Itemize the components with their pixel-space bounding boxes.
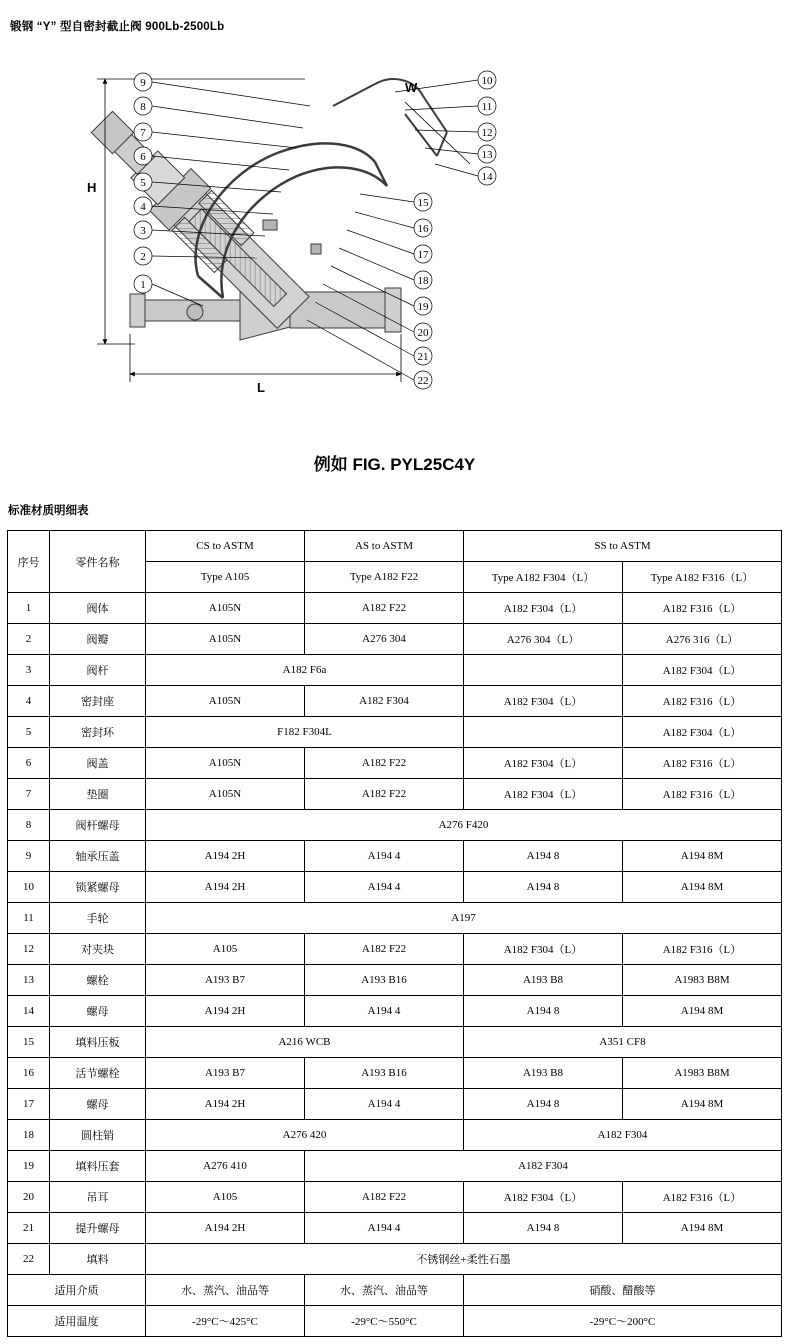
cell-material: A182 F316（L） — [623, 934, 782, 965]
cell-footer-value: -29°C～200°C — [464, 1306, 782, 1337]
cell-no: 8 — [8, 810, 50, 841]
cell-part-name: 阀体 — [50, 593, 146, 624]
cell-no: 6 — [8, 748, 50, 779]
col-header-group-cs: CS to ASTM — [146, 531, 305, 562]
cell-material: A193 B7 — [146, 1058, 305, 1089]
cell-material: A193 B8 — [464, 965, 623, 996]
cell-part-name: 密封座 — [50, 686, 146, 717]
cell-material: A193 B8 — [464, 1058, 623, 1089]
table-row — [8, 748, 782, 779]
table-row — [8, 1089, 782, 1120]
table-row — [8, 872, 782, 903]
cell-part-name: 螺母 — [50, 996, 146, 1027]
svg-text:2: 2 — [139, 251, 146, 263]
cell-material: A182 F304（L） — [464, 593, 623, 624]
cell-material: A194 8 — [464, 872, 623, 903]
cell-no: 13 — [8, 965, 50, 996]
cell-part-name: 螺栓 — [50, 965, 146, 996]
table-body — [8, 593, 782, 1337]
cell-material: A182 F304（L） — [623, 655, 782, 686]
svg-text:19: 19 — [417, 301, 428, 313]
cell-part-name: 活节螺栓 — [50, 1058, 146, 1089]
cell-part-name: 填料压套 — [50, 1151, 146, 1182]
cell-part-name: 密封环 — [50, 717, 146, 748]
cell-material: A105N — [146, 624, 305, 655]
cell-material: A276 304 — [305, 624, 464, 655]
svg-text:9: 9 — [139, 77, 146, 89]
valve-figure — [0, 44, 789, 484]
col-header-type-f22: Type A182 F22 — [305, 562, 464, 593]
cell-material: A182 F304（L） — [464, 779, 623, 810]
cell-material: A216 WCB — [146, 1027, 464, 1058]
cell-no: 11 — [8, 903, 50, 934]
cell-part-name: 阀瓣 — [50, 624, 146, 655]
table-row — [8, 1151, 782, 1182]
cell-material: A105N — [146, 748, 305, 779]
cell-material: A182 F304 — [464, 1120, 782, 1151]
cell-part-name: 吊耳 — [50, 1182, 146, 1213]
table-footer-row — [8, 1306, 782, 1337]
table-row — [8, 1058, 782, 1089]
cell-part-name: 锁紧螺母 — [50, 872, 146, 903]
col-header-type-f304: Type A182 F304（L） — [464, 562, 623, 593]
table-row — [8, 779, 782, 810]
cell-material: A182 F304 — [305, 686, 464, 717]
cell-material: A182 F304（L） — [464, 934, 623, 965]
cell-material: A182 F304（L） — [464, 1182, 623, 1213]
section-title-material-table: 标准材质明细表 — [8, 505, 89, 517]
svg-text:6: 6 — [139, 151, 146, 163]
cell-material: A194 4 — [305, 1213, 464, 1244]
cell-no: 9 — [8, 841, 50, 872]
cell-material: A182 F6a — [146, 655, 464, 686]
cell-material: A194 2H — [146, 996, 305, 1027]
figure-caption: 例如 FIG. PYL25C4Y — [313, 455, 476, 474]
cell-material: A182 F304 — [305, 1151, 782, 1182]
cell-material: A182 F304（L） — [464, 748, 623, 779]
cell-material: A182 F304（L） — [623, 717, 782, 748]
cell-material: A194 8M — [623, 1089, 782, 1120]
valve-drawing — [75, 44, 715, 464]
cell-material: A194 8M — [623, 1213, 782, 1244]
col-header-type-a105: Type A105 — [146, 562, 305, 593]
cell-no: 22 — [8, 1244, 50, 1275]
svg-text:8: 8 — [139, 101, 146, 113]
cell-material: A182 F316（L） — [623, 748, 782, 779]
cell-no: 1 — [8, 593, 50, 624]
dimension-label-l: L — [256, 380, 265, 395]
cell-no: 14 — [8, 996, 50, 1027]
svg-text:20: 20 — [417, 327, 428, 339]
table-row — [8, 1027, 782, 1058]
dimension-label-w: W — [404, 80, 417, 95]
cell-no: 16 — [8, 1058, 50, 1089]
svg-text:5: 5 — [139, 177, 146, 189]
table-row — [8, 996, 782, 1027]
cell-material: A194 4 — [305, 841, 464, 872]
cell-material: A276 316（L） — [623, 624, 782, 655]
cell-material: A194 8M — [623, 841, 782, 872]
cell-material: A194 2H — [146, 1089, 305, 1120]
cell-part-name: 轴承压盖 — [50, 841, 146, 872]
cell-material: A276 304（L） — [464, 624, 623, 655]
svg-text:17: 17 — [417, 249, 428, 261]
table-row — [8, 624, 782, 655]
cell-footer-value: 水、蒸汽、油品等 — [305, 1275, 464, 1306]
page-title: 锻钢 “Y” 型自密封截止阀 900Lb-2500Lb — [10, 21, 225, 33]
cell-material — [464, 717, 623, 748]
col-header-group-ss: SS to ASTM — [464, 531, 782, 562]
cell-material: A194 2H — [146, 872, 305, 903]
cell-material: A1983 B8M — [623, 965, 782, 996]
cell-material: A193 B16 — [305, 965, 464, 996]
cell-material: A182 F22 — [305, 748, 464, 779]
cell-material: A194 8 — [464, 996, 623, 1027]
svg-text:18: 18 — [417, 275, 428, 287]
cell-material: A105 — [146, 934, 305, 965]
cell-no: 19 — [8, 1151, 50, 1182]
cell-material: A351 CF8 — [464, 1027, 782, 1058]
cell-material: A182 F22 — [305, 934, 464, 965]
cell-no: 4 — [8, 686, 50, 717]
cell-material: A182 F316（L） — [623, 1182, 782, 1213]
cell-no: 10 — [8, 872, 50, 903]
cell-part-name: 圆柱销 — [50, 1120, 146, 1151]
cell-no: 20 — [8, 1182, 50, 1213]
col-header-type-f316: Type A182 F316（L） — [623, 562, 782, 593]
table-row — [8, 965, 782, 996]
cell-no: 5 — [8, 717, 50, 748]
cell-material: A194 2H — [146, 1213, 305, 1244]
cell-material: F182 F304L — [146, 717, 464, 748]
cell-footer-label: 适用介质 — [8, 1275, 146, 1306]
table-row — [8, 903, 782, 934]
col-header-part: 零件名称 — [50, 531, 146, 593]
cell-material: A194 8M — [623, 996, 782, 1027]
table-row — [8, 1213, 782, 1244]
table-row — [8, 810, 782, 841]
cell-material: A182 F22 — [305, 593, 464, 624]
cell-material: A194 2H — [146, 841, 305, 872]
svg-text:22: 22 — [417, 375, 428, 387]
col-header-group-as: AS to ASTM — [305, 531, 464, 562]
cell-no: 18 — [8, 1120, 50, 1151]
cell-material: A182 F316（L） — [623, 779, 782, 810]
table-row — [8, 841, 782, 872]
cell-part-name: 阀杆螺母 — [50, 810, 146, 841]
cell-part-name: 螺母 — [50, 1089, 146, 1120]
cell-footer-value: 水、蒸汽、油品等 — [146, 1275, 305, 1306]
table-row — [8, 1120, 782, 1151]
cell-part-name: 阀杆 — [50, 655, 146, 686]
cell-footer-value: -29°C～550°C — [305, 1306, 464, 1337]
cell-part-name: 提升螺母 — [50, 1213, 146, 1244]
table-row — [8, 1244, 782, 1275]
cell-no: 12 — [8, 934, 50, 965]
cell-material: A194 4 — [305, 1089, 464, 1120]
cell-material: A182 F304（L） — [464, 686, 623, 717]
cell-no: 2 — [8, 624, 50, 655]
dimension-label-h: H — [86, 180, 96, 195]
svg-text:15: 15 — [417, 197, 428, 209]
cell-material: A194 8 — [464, 1089, 623, 1120]
cell-material: A105N — [146, 686, 305, 717]
svg-text:14: 14 — [481, 171, 492, 183]
table-row — [8, 717, 782, 748]
svg-text:1: 1 — [139, 279, 146, 291]
cell-material: A1983 B8M — [623, 1058, 782, 1089]
cell-material: A194 8 — [464, 1213, 623, 1244]
cell-part-name: 对夹块 — [50, 934, 146, 965]
cell-material: A193 B7 — [146, 965, 305, 996]
cell-no: 15 — [8, 1027, 50, 1058]
table-row — [8, 1182, 782, 1213]
cell-material: A182 F22 — [305, 779, 464, 810]
cell-material: A194 8M — [623, 872, 782, 903]
callouts-right-bottom — [307, 193, 432, 389]
svg-text:21: 21 — [417, 351, 428, 363]
cell-material: A193 B16 — [305, 1058, 464, 1089]
table-header — [8, 531, 782, 593]
cell-material: A197 — [146, 903, 782, 934]
cell-part-name: 填料压板 — [50, 1027, 146, 1058]
cell-no: 17 — [8, 1089, 50, 1120]
cell-part-name: 阀盖 — [50, 748, 146, 779]
svg-text:13: 13 — [481, 149, 492, 161]
svg-text:11: 11 — [481, 101, 492, 113]
cell-material: A194 4 — [305, 996, 464, 1027]
cell-part-name: 垫圈 — [50, 779, 146, 810]
cell-no: 7 — [8, 779, 50, 810]
table-header-row-groups — [8, 531, 782, 562]
svg-text:3: 3 — [139, 225, 146, 237]
table-row — [8, 593, 782, 624]
cell-material: A105 — [146, 1182, 305, 1213]
cell-material: A194 8 — [464, 841, 623, 872]
svg-text:12: 12 — [481, 127, 492, 139]
cell-material: 不锈钢丝+柔性石墨 — [146, 1244, 782, 1275]
material-specification-table — [7, 530, 782, 1337]
cell-material: A276 420 — [146, 1120, 464, 1151]
cell-part-name: 填料 — [50, 1244, 146, 1275]
table-row — [8, 686, 782, 717]
cell-material: A182 F316（L） — [623, 593, 782, 624]
cell-material: A194 4 — [305, 872, 464, 903]
cell-material: A182 F316（L） — [623, 686, 782, 717]
cell-footer-label: 适用温度 — [8, 1306, 146, 1337]
cell-footer-value: 硝酸、醋酸等 — [464, 1275, 782, 1306]
cell-material: A105N — [146, 593, 305, 624]
table-row — [8, 934, 782, 965]
cell-no: 3 — [8, 655, 50, 686]
col-header-no: 序号 — [8, 531, 50, 593]
table-footer-row — [8, 1275, 782, 1306]
cell-material — [464, 655, 623, 686]
cell-part-name: 手轮 — [50, 903, 146, 934]
cell-material: A276 410 — [146, 1151, 305, 1182]
svg-text:16: 16 — [417, 223, 428, 235]
cell-no: 21 — [8, 1213, 50, 1244]
svg-text:10: 10 — [481, 75, 492, 87]
cell-material: A105N — [146, 779, 305, 810]
table-row — [8, 655, 782, 686]
svg-text:4: 4 — [139, 201, 146, 213]
svg-text:7: 7 — [139, 127, 146, 139]
cell-material: A276 F420 — [146, 810, 782, 841]
cell-footer-value: -29°C～425°C — [146, 1306, 305, 1337]
cell-material: A182 F22 — [305, 1182, 464, 1213]
